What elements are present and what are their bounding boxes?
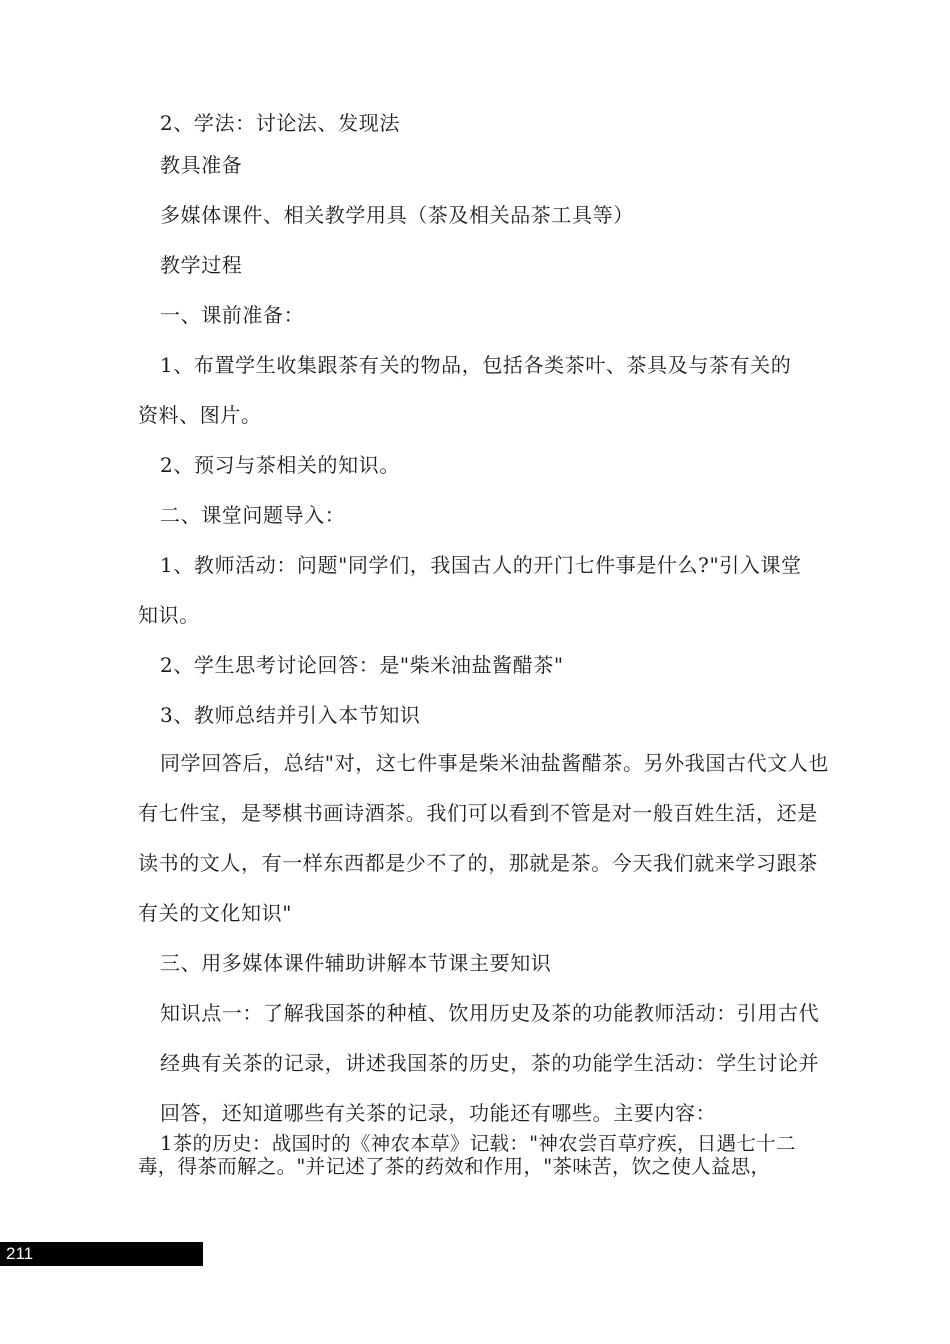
paragraph-line: 1、布置学生收集跟茶有关的物品，包括各类茶叶、茶具及与茶有关的 (160, 353, 792, 377)
paragraph-line: 多媒体课件、相关教学用具（茶及相关品茶工具等） (160, 203, 634, 227)
paragraph-line: 二、课堂问题导入： (160, 503, 346, 527)
paragraph-line: 有七件宝，是琴棋书画诗酒茶。我们可以看到不管是对一般百姓生活，还是 (138, 801, 818, 825)
paragraph-line: 读书的文人，有一样东西都是少不了的，那就是茶。今天我们就来学习跟茶 (138, 851, 818, 875)
paragraph-line: 2、预习与茶相关的知识。 (160, 453, 400, 477)
paragraph-line: 1茶的历史：战国时的《神农本草》记载："神农尝百草疗疾，日遇七十二 (160, 1132, 796, 1155)
paragraph-line: 3、教师总结并引入本节知识 (160, 703, 421, 727)
section-heading: 教学过程 (160, 253, 243, 277)
paragraph-line: 知识点一：了解我国茶的种植、饮用历史及茶的功能教师活动：引用古代 (160, 1001, 820, 1025)
paragraph-line: 资料、图片。 (138, 403, 262, 427)
paragraph-line: 1、教师活动：问题"同学们，我国古人的开门七件事是什么?"引入课堂 (160, 553, 802, 577)
paragraph-line: 同学回答后，总结"对，这七件事是柴米油盐酱醋茶。另外我国古代文人也 (160, 751, 829, 775)
paragraph-line: 回答，还知道哪些有关茶的记录，功能还有哪些。主要内容： (160, 1101, 717, 1125)
paragraph-line: 2、学生思考讨论回答：是"柴米油盐酱醋茶" (160, 653, 564, 677)
paragraph-line: 2、学法：讨论法、发现法 (160, 111, 400, 135)
paragraph-line: 知识。 (138, 603, 200, 627)
page-number: 211 (0, 1242, 203, 1266)
paragraph-line: 毒，得茶而解之。"并记述了茶的药效和作用，"茶味苦，饮之使人益思， (138, 1155, 771, 1178)
paragraph-line: 有关的文化知识" (138, 901, 292, 925)
paragraph-line: 经典有关茶的记录，讲述我国茶的历史，茶的功能学生活动：学生讨论并 (160, 1051, 820, 1075)
section-heading: 教具准备 (160, 153, 243, 177)
paragraph-line: 三、用多媒体课件辅助讲解本节课主要知识 (160, 951, 552, 975)
paragraph-line: 一、课前准备： (160, 303, 305, 327)
